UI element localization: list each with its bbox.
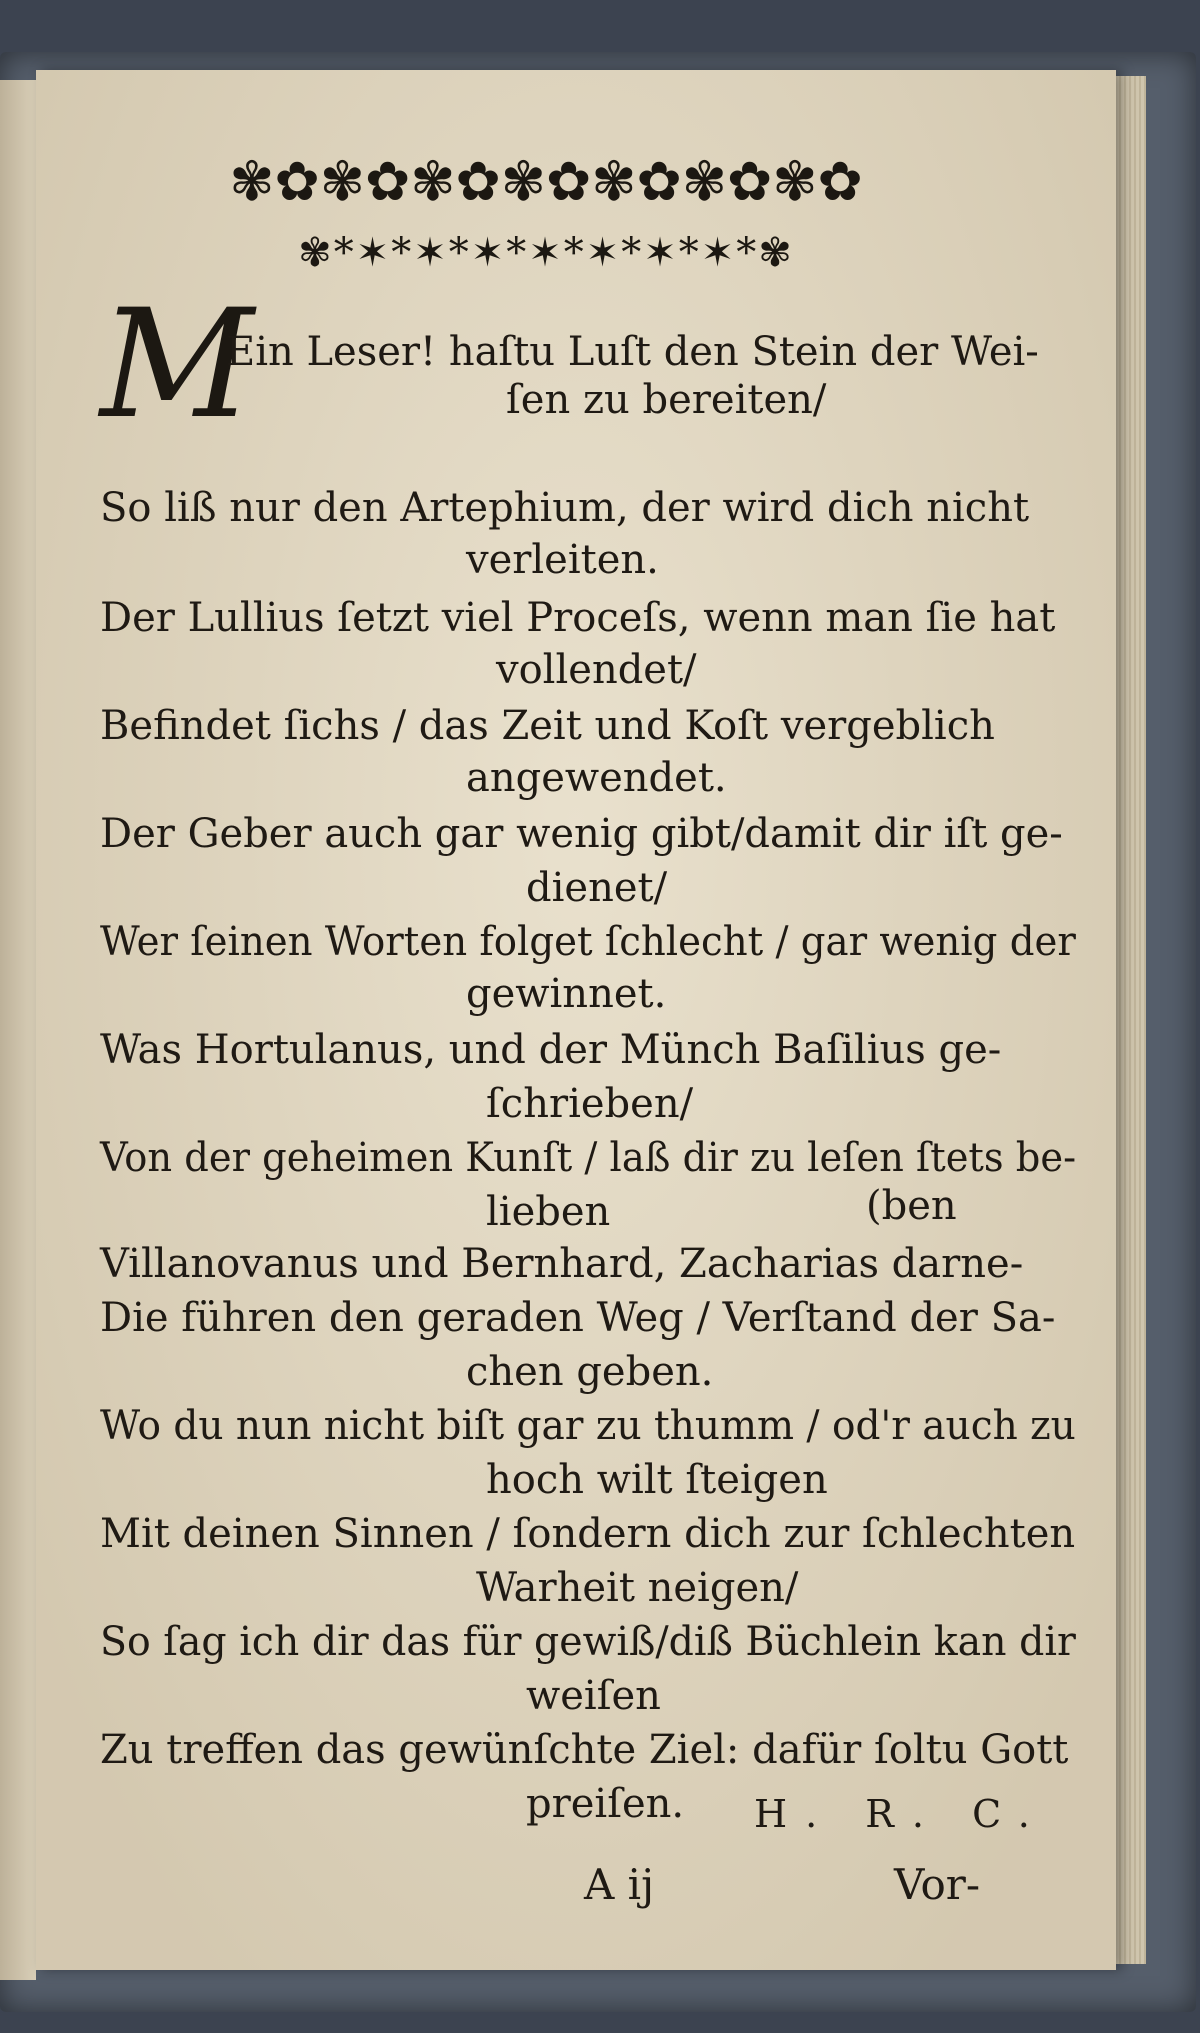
catchword: Vor-: [894, 1860, 981, 1909]
author-signature: H. R. C.: [754, 1792, 1048, 1836]
poem-line: Zu treffen das gewünſchte Ziel: dafür ſoltu Gott: [100, 1727, 1069, 1773]
poem-line: ſchrieben/: [486, 1081, 694, 1127]
poem-line: hoch wilt ſteigen: [486, 1457, 828, 1503]
book-page: [36, 70, 1116, 1970]
poem-line: Warheit neigen/: [476, 1565, 799, 1611]
signature-mark: A ij: [584, 1860, 655, 1909]
poem-line: Der Lullius ſetzt viel Proceſs, wenn man ſie hat: [100, 595, 1056, 641]
poem-line: preiſen.: [526, 1781, 685, 1827]
poem-line: Was Hortulanus, und der Münch Baſilius ge-: [100, 1027, 1002, 1073]
poem-line: lieben: [486, 1189, 611, 1235]
poem-line: Wo du nun nicht biſt gar zu thumm / od'r auch zu: [100, 1403, 1076, 1449]
poem-line: Ein Leser! haſtu Luſt den Stein der Wei-: [226, 329, 1039, 375]
poem-line: vollendet/: [496, 647, 697, 693]
ornament-border-stars: ✾*✶*✶*✶*✶*✶*✶*✶*✾: [298, 230, 794, 276]
poem-line: Von der geheimen Kunſt / laß dir zu leſen ſtets be-: [100, 1135, 1077, 1181]
poem-line: So liß nur den Artephium, der wird dich nicht: [100, 485, 1030, 531]
poem-line: Der Geber auch gar wenig gibt/damit dir iſt ge-: [100, 811, 1063, 857]
poem-line: angewendet.: [466, 755, 727, 801]
poem-line: verleiten.: [466, 537, 659, 583]
poem-line: weiſen: [526, 1673, 661, 1719]
left-page-edge: [0, 80, 36, 1980]
poem-line: Wer ſeinen Worten folget ſchlecht / gar wenig der: [100, 919, 1076, 965]
poem-line-runover: (ben: [866, 1183, 957, 1229]
poem-line: dienet/: [526, 865, 668, 911]
poem-line: Mit deinen Sinnen / ſondern dich zur ſchlechten: [100, 1511, 1076, 1557]
poem-line: Villanovanus und Bernhard, Zacharias darne-: [100, 1241, 1024, 1287]
decorated-initial: M: [100, 278, 254, 452]
poem-line: chen geben.: [466, 1349, 714, 1395]
page-stack-edge: [1116, 76, 1146, 1964]
poem-line: So ſag ich dir das für gewiß/diß Büchlein kan dir: [100, 1619, 1076, 1665]
poem-line: gewinnet.: [466, 971, 667, 1017]
ornament-border-top: ✾✿✾✿✾✿✾✿✾✿✾✿✾✿: [229, 150, 863, 213]
poem-line: ſen zu bereiten/: [506, 377, 827, 423]
poem-line: Die führen den geraden Weg / Verſtand der Sa-: [100, 1295, 1056, 1341]
poem-line: Befindet ſichs / das Zeit und Koſt vergeblich: [100, 703, 995, 749]
